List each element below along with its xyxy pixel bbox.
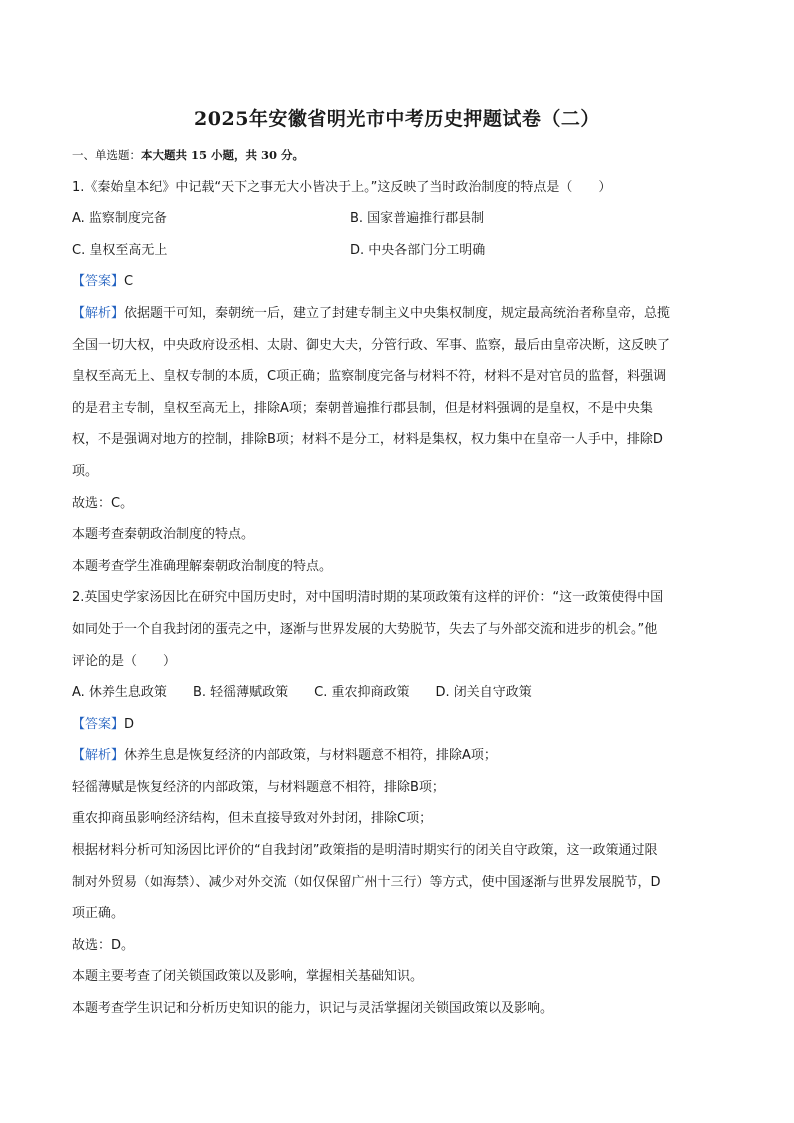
question-1-note-2: 本题考查学生准确理解秦朝政治制度的特点。 [72,558,333,574]
question-2-answer [72,717,722,732]
question-2-analysis-para-line-2: 制对外贸易（如海禁）、减少对外交流（如仅保留广州十三行）等方式，使中国逐渐与世界发展脱节，D [72,874,661,890]
question-1-stem: 1.《秦始皇本纪》中记载“天下之事无大小皆决于上。”这反映了当时政治制度的特点是（ ） [72,179,612,195]
section-prefix: 一、单选题： [72,148,141,162]
question-1-analysis-line-1 [72,306,722,321]
question-2-note-2: 本题考查学生识记和分析历史知识的能力，识记与灵活掌握闭关锁国政策以及影响。 [72,1001,554,1017]
question-1-options-row-1 [72,211,722,226]
question-2-stem-line-3: 评论的是（ ） [72,653,177,669]
analysis-tag: 【解析】 [72,748,125,764]
question-2-options-row [72,685,722,700]
question-2-note-1: 本题主要考查了闭关锁国政策以及影响，掌握相关基础知识。 [72,969,424,985]
question-2-stem-line-1: 2.英国史学家汤因比在研究中国历史时，对中国明清时期的某项政策有这样的评价：“这一政策使得中国 [72,590,664,606]
question-1-analysis-line-6: 项。 [72,463,99,479]
section-description: 本大题共 15 小题，共 30 分。 [141,148,305,162]
question-2-option-c: C. 重农抑商政策 [314,685,410,701]
document-content [72,148,722,1033]
question-1-option-a: A. 监察制度完备 [72,211,167,227]
analysis-tag: 【解析】 [72,305,125,321]
question-1-analysis-line-2: 全国一切大权，中央政府设丞相、太尉、御史大夫，分管行政、军事、监察，最后由皇帝决断，这反映了 [72,337,671,353]
question-1-option-c: C. 皇权至高无上 [72,242,168,258]
question-2-analysis-line-3: 重农抑商虽影响经济结构，但未直接导致对外封闭，排除C项； [72,811,433,827]
question-1-option-b: B. 国家普遍推行郡县制 [350,211,485,227]
question-1-answer [72,274,722,289]
question-2-option-b: B. 轻徭薄赋政策 [192,685,289,701]
page-title: 2025年安徽省明光市中考历史押题试卷（二） [194,108,600,130]
question-1-analysis-line-4: 的是君主专制，皇权至高无上，排除A项；秦朝普遍推行郡县制，但是材料强调的是皇权，不是中央集 [72,400,653,416]
answer-tag: 【答案】 [72,716,125,732]
question-1-options-row-2 [72,243,722,258]
question-2-analysis-text-1: 休养生息是恢复经济的内部政策，与材料题意不相符，排除A项； [124,748,497,764]
question-2-option-d: D. 闭关自守政策 [435,685,532,701]
question-2-answer-value: D [124,716,135,732]
question-1-option-d: D. 中央各部门分工明确 [350,242,486,258]
question-2-option-a: A. 休养生息政策 [72,685,167,701]
answer-tag: 【答案】 [72,274,125,290]
question-1-note-1: 本题考查秦朝政治制度的特点。 [72,527,255,543]
question-2-stem-line-2: 如同处于一个自我封闭的蛋壳之中，逐渐与世界发展的大势脱节，失去了与外部交流和进步的机会。”他 [72,621,658,637]
question-1-analysis-text-1: 依据题干可知，秦朝统一后，建立了封建专制主义中央集权制度，规定最高统治者称皇帝，总揽 [124,305,671,321]
question-1-analysis-line-5: 权，不是强调对地方的控制，排除B项；材料不是分工，材料是集权，权力集中在皇帝一人手中，排除D [72,432,663,448]
question-2-analysis-para-line-3: 项正确。 [72,906,125,922]
question-1-analysis-line-3: 皇权至高无上、皇权专制的本质，C项正确；监察制度完备与材料不符，材料不是对官员的监督，料强调 [72,369,667,385]
question-2-analysis-line-1 [72,748,722,763]
question-2-analysis-line-2: 轻徭薄赋是恢复经济的内部政策，与材料题意不相符，排除B项； [72,779,445,795]
question-1-answer-value: C [124,274,134,290]
question-2-analysis-para-line-1: 根据材料分析可知汤因比评价的“自我封闭”政策指的是明清时期实行的闭关自守政策，这一政策通过限 [72,843,658,859]
question-1-choice: 故选：C。 [72,495,134,511]
section-heading [72,148,722,163]
question-2-choice: 故选：D。 [72,937,135,953]
